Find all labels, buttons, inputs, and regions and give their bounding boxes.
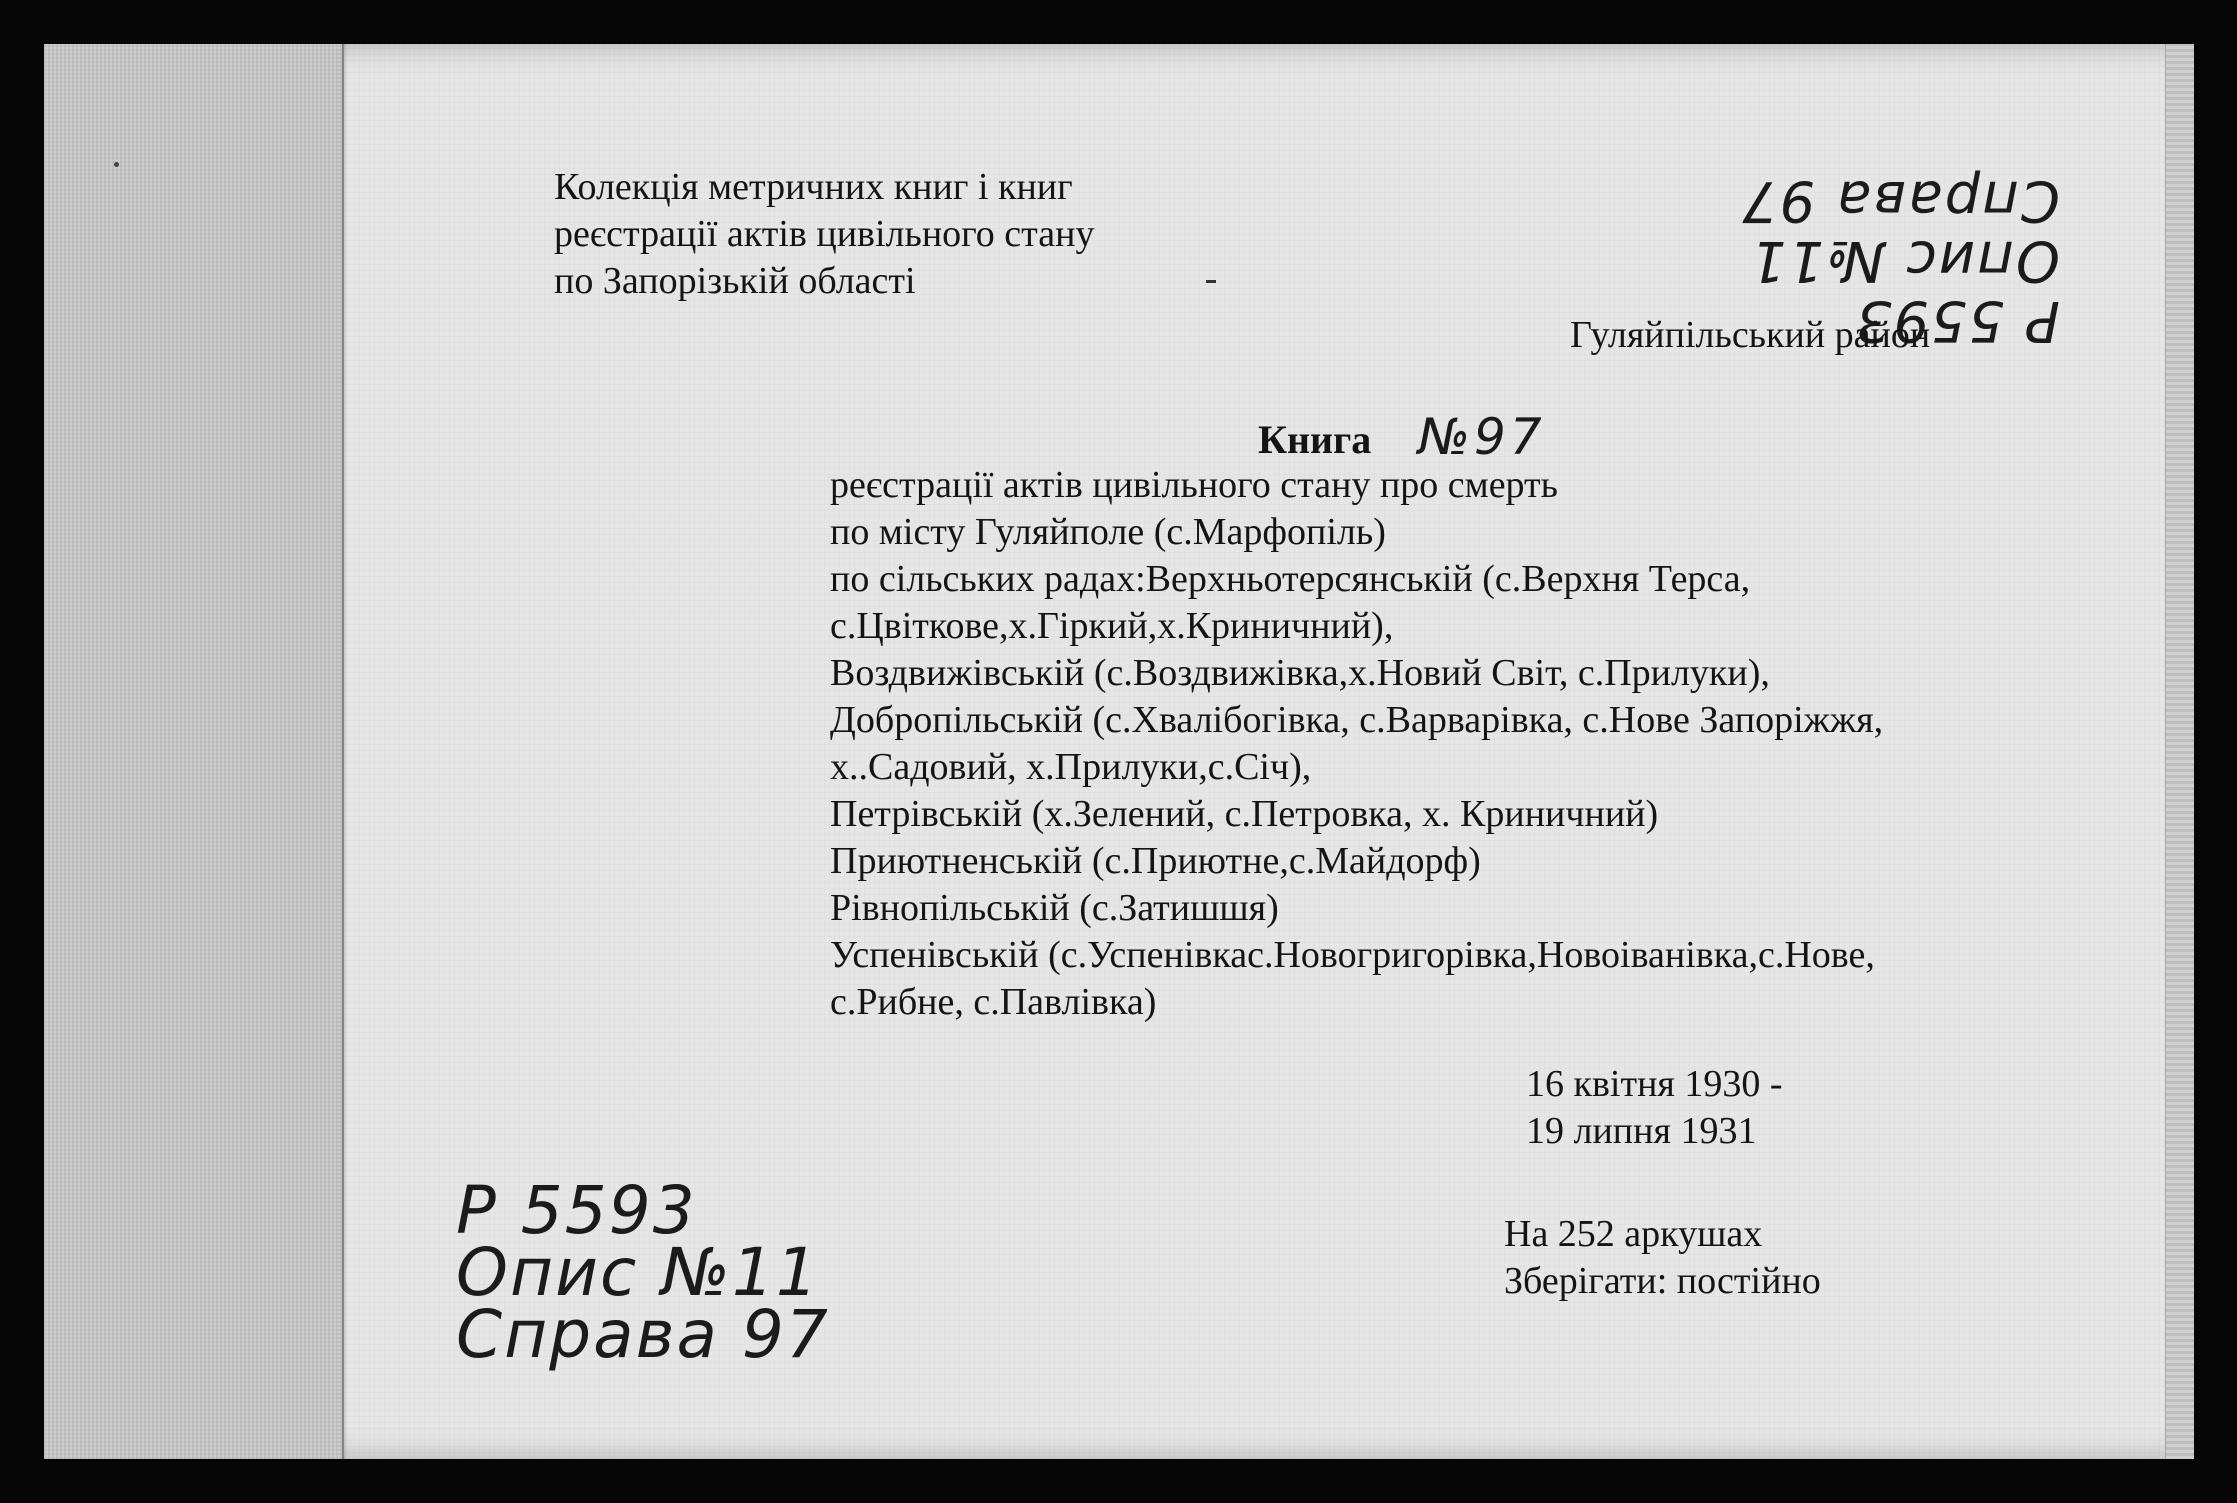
book-title: Книга [1258,417,1372,462]
details-line: реєстрації актів цивільного стану про смерть [830,464,1558,506]
stamp-line: Справа 97 [456,1296,830,1373]
ink-speck [114,162,119,167]
document-page [44,44,2194,1459]
details-line: Воздвижівській (с.Воздвижівка,х.Новий Світ, с.Прилуки), [830,652,1770,694]
stamp-line: Опис №11 [456,1234,820,1311]
book-details [830,462,1883,1026]
stamp-line: Опис №11 [1748,228,2060,293]
details-line: Успенівській (с.Успенівкас.Новогригорівка,Новоіванівка,с.Нове, [830,934,1875,976]
sheet-count: На 252 аркушах [1504,1213,1763,1255]
collection-line: реєстрації актів цивільного стану [554,213,1095,255]
collection-line: Колекція метричних книг і книг [554,166,1073,208]
binding-spine [44,44,344,1459]
details-line: х..Садовий, х.Прилуки,с.Січ), [830,746,1312,788]
book-number-handwritten: №97 [1418,408,1546,466]
date-start: 16 квітня 1930 - [1526,1063,1783,1105]
details-line: Приютненській (с.Приютне,с.Майдорф) [830,840,1481,882]
date-end: 19 липня 1931 [1526,1110,1757,1152]
collection-line: по Запорізькій області [554,260,916,302]
ink-dash [1206,280,1216,283]
stamp-line: Справа 97 [1740,168,2060,233]
details-line: с.Рибне, с.Павлівка) [830,981,1157,1023]
details-line: Петрівській (х.Зелений, с.Петровка, х. Криничний) [830,793,1659,835]
details-line: по сільських радах:Верхньотерсянській (с.Верхня Терса, [830,558,1751,600]
stamp-line: Р 5593 [1853,288,2060,353]
details-line: по місту Гуляйполе (с.Марфопіль) [830,511,1386,553]
stamp-line: Р 5593 [456,1172,697,1249]
storage-info [1504,1211,1821,1305]
archive-stamp [456,1172,830,1373]
spine-shadow [342,44,348,1459]
district-label: Гуляйпільський район [1570,314,1931,356]
details-line: с.Цвіткове,х.Гіркий,х.Криничний), [830,605,1394,647]
retention-note: Зберігати: постійно [1504,1260,1821,1302]
page-right-edge [2165,44,2194,1459]
collection-heading [554,164,1094,305]
details-line: Добропільській (с.Хвалібогівка, с.Варварівка, с.Нове Запоріжжя, [830,699,1884,741]
details-line: Рівнопільській (с.Затишшя) [830,887,1279,929]
date-range [1526,1061,1783,1155]
